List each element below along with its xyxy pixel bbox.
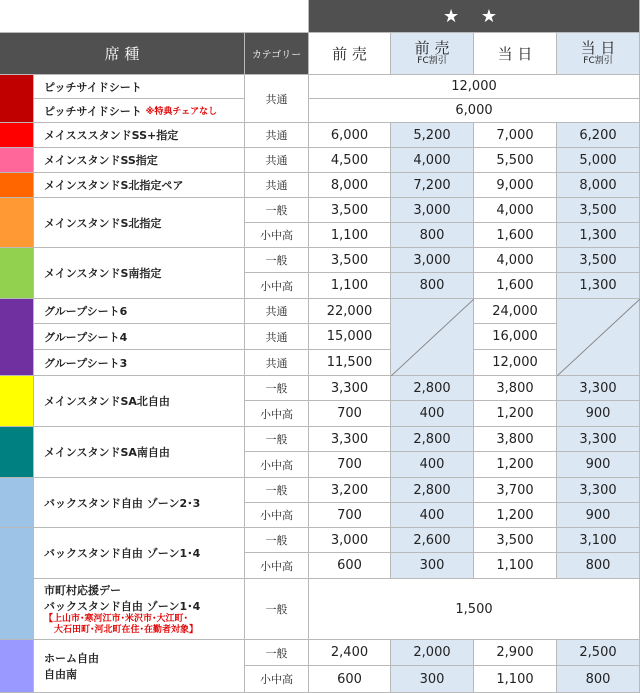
price-presale: 600 — [309, 553, 391, 579]
category-general: 一般 — [245, 376, 309, 401]
city-day-note-2: 大石田町･河北町在住･在勤者対象】 — [54, 625, 199, 635]
color-swatch-group — [0, 299, 34, 376]
price-day: 3,800 — [474, 376, 557, 401]
seat-name-group3: グループシート3 — [34, 350, 245, 376]
color-swatch-snorth — [0, 198, 34, 248]
color-swatch-pair — [0, 173, 34, 198]
price-day-fc: 3,500 — [557, 198, 640, 223]
price-day-fc: 3,300 — [557, 427, 640, 452]
color-swatch-sanorth — [0, 376, 34, 427]
seat-name-pitch: ピッチサイドシート — [34, 75, 245, 99]
price-presale-fc: 2,800 — [391, 376, 474, 401]
price-presale-fc: 7,200 — [391, 173, 474, 198]
price-presale: 700 — [309, 401, 391, 427]
price-presale-fc: 300 — [391, 666, 474, 693]
price-day: 3,500 — [474, 528, 557, 553]
category-youth: 小中高 — [245, 223, 309, 248]
price-day-fc: 800 — [557, 666, 640, 693]
price-day-fc: 1,300 — [557, 273, 640, 299]
color-swatch-back14 — [0, 528, 34, 640]
category-pitch: 共通 — [245, 75, 309, 123]
seat-name-city-day — [34, 579, 245, 640]
price-presale: 4,500 — [309, 148, 391, 173]
price-day: 24,000 — [474, 299, 557, 324]
diagonal-slash — [391, 299, 474, 376]
presale-header: 前 売 — [309, 33, 391, 75]
category-group3: 共通 — [245, 350, 309, 376]
price-day: 3,700 — [474, 478, 557, 503]
city-day-note-1: 【上山市･寒河江市･米沢市･大江町･ — [44, 614, 189, 625]
color-swatch-sasouth — [0, 427, 34, 478]
seat-name-back14: バックスタンド自由 ゾーン1･4 — [34, 528, 245, 579]
price-presale-fc: 2,600 — [391, 528, 474, 553]
seat-name-back23: バックスタンド自由 ゾーン2･3 — [34, 478, 245, 528]
price-presale: 700 — [309, 452, 391, 478]
price-day-fc: 6,200 — [557, 123, 640, 148]
price-presale: 3,200 — [309, 478, 391, 503]
day-fc-sub: FC割引 — [583, 55, 613, 66]
seat-name-ssplus: メイスススタンドSS+指定 — [34, 123, 245, 148]
diagonal-slash — [557, 299, 640, 376]
price-day-fc: 900 — [557, 503, 640, 528]
seat-name-group4: グループシート4 — [34, 324, 245, 350]
price-day: 9,000 — [474, 173, 557, 198]
price-presale-fc: 2,800 — [391, 427, 474, 452]
price-day: 4,000 — [474, 198, 557, 223]
price-day: 4,000 — [474, 248, 557, 273]
seat-name-group6: グループシート6 — [34, 299, 245, 324]
price-day-fc: 3,300 — [557, 478, 640, 503]
seat-name-sanorth: メインスタンドSA北自由 — [34, 376, 245, 427]
seat-name-pitch-nochair — [34, 99, 245, 123]
home-title: ホーム自由 — [44, 652, 99, 665]
day-fc-top: 当 日 — [580, 39, 616, 58]
price-day-fc: 900 — [557, 401, 640, 427]
category-pair: 共通 — [245, 173, 309, 198]
category-youth: 小中高 — [245, 503, 309, 528]
category-youth: 小中高 — [245, 401, 309, 427]
day-header: 当 日 — [474, 33, 557, 75]
price-presale-fc: 2,800 — [391, 478, 474, 503]
color-swatch-home — [0, 640, 34, 693]
seat-name-ss: メインスタンドSS指定 — [34, 148, 245, 173]
fc-not-available-day — [557, 299, 640, 376]
price-presale: 1,100 — [309, 273, 391, 299]
price-day: 1,100 — [474, 553, 557, 579]
color-swatch-back23 — [0, 478, 34, 528]
category-general: 一般 — [245, 198, 309, 223]
price-presale-fc: 800 — [391, 223, 474, 248]
color-swatch-pitch — [0, 75, 34, 123]
category-general: 一般 — [245, 478, 309, 503]
price-day-fc: 800 — [557, 553, 640, 579]
price-presale: 700 — [309, 503, 391, 528]
price-day: 1,200 — [474, 401, 557, 427]
seat-name-sasouth: メインスタンドSA南自由 — [34, 427, 245, 478]
price-presale-fc: 3,000 — [391, 198, 474, 223]
category-ss: 共通 — [245, 148, 309, 173]
price-presale-fc: 4,000 — [391, 148, 474, 173]
category-general: 一般 — [245, 640, 309, 666]
price-presale-fc: 400 — [391, 503, 474, 528]
category-youth: 小中高 — [245, 452, 309, 478]
price-day-fc: 3,500 — [557, 248, 640, 273]
presale-fc-header — [391, 33, 474, 75]
no-chair-note: ※特典チェアなし — [145, 107, 218, 117]
price-day: 1,600 — [474, 223, 557, 248]
price-pitch: 12,000 — [309, 75, 640, 99]
city-day-title: 市町村応援デー — [44, 584, 121, 598]
category-header: カテゴリー — [245, 33, 309, 75]
category-group6: 共通 — [245, 299, 309, 324]
price-day-fc: 3,100 — [557, 528, 640, 553]
price-city-day: 1,500 — [309, 579, 640, 640]
price-presale: 15,000 — [309, 324, 391, 350]
price-day: 16,000 — [474, 324, 557, 350]
price-day-fc: 900 — [557, 452, 640, 478]
price-presale-fc: 300 — [391, 553, 474, 579]
price-day: 5,500 — [474, 148, 557, 173]
price-presale-fc: 800 — [391, 273, 474, 299]
category-ssplus: 共通 — [245, 123, 309, 148]
header-blank — [0, 0, 309, 33]
price-presale: 8,000 — [309, 173, 391, 198]
price-day-fc: 8,000 — [557, 173, 640, 198]
seat-name-pitch-nochair-label: ピッチサイドシート — [44, 104, 142, 118]
price-presale: 3,500 — [309, 198, 391, 223]
category-youth: 小中高 — [245, 666, 309, 693]
price-presale: 3,300 — [309, 427, 391, 452]
price-presale: 11,500 — [309, 350, 391, 376]
price-presale-fc: 5,200 — [391, 123, 474, 148]
seat-name-ssouth: メインスタンドS南指定 — [34, 248, 245, 299]
price-day: 1,600 — [474, 273, 557, 299]
price-presale: 2,400 — [309, 640, 391, 666]
seat-name-snorth: メインスタンドS北指定 — [34, 198, 245, 248]
price-day: 3,800 — [474, 427, 557, 452]
price-presale-fc: 400 — [391, 401, 474, 427]
seat-name-home — [34, 640, 245, 693]
seat-type-header: 席 種 — [0, 33, 245, 75]
star-rating: ★ ★ — [309, 0, 640, 33]
price-presale: 3,300 — [309, 376, 391, 401]
day-fc-header — [557, 33, 640, 75]
price-day: 1,100 — [474, 666, 557, 693]
price-day-fc: 1,300 — [557, 223, 640, 248]
category-general: 一般 — [245, 248, 309, 273]
price-presale-fc: 400 — [391, 452, 474, 478]
category-general: 一般 — [245, 528, 309, 553]
seat-name-pair: メインスタンドS北指定ペア — [34, 173, 245, 198]
price-presale: 22,000 — [309, 299, 391, 324]
price-presale-fc: 2,000 — [391, 640, 474, 666]
price-day: 1,200 — [474, 503, 557, 528]
category-youth: 小中高 — [245, 273, 309, 299]
color-swatch-ss — [0, 148, 34, 173]
price-day-fc: 2,500 — [557, 640, 640, 666]
city-day-subtitle: バックスタンド自由 ゾーン1･4 — [44, 600, 201, 614]
price-day: 1,200 — [474, 452, 557, 478]
category-youth: 小中高 — [245, 553, 309, 579]
price-presale-fc: 3,000 — [391, 248, 474, 273]
home-subtitle: 自由南 — [44, 668, 77, 681]
category-city-day: 一般 — [245, 579, 309, 640]
price-day: 7,000 — [474, 123, 557, 148]
presale-fc-top: 前 売 — [414, 39, 450, 58]
fc-not-available-presale — [391, 299, 474, 376]
price-day: 2,900 — [474, 640, 557, 666]
price-presale: 6,000 — [309, 123, 391, 148]
color-swatch-ssplus — [0, 123, 34, 148]
color-swatch-ssouth — [0, 248, 34, 299]
price-day: 12,000 — [474, 350, 557, 376]
price-pitch-nochair: 6,000 — [309, 99, 640, 123]
price-presale: 1,100 — [309, 223, 391, 248]
category-general: 一般 — [245, 427, 309, 452]
price-presale: 3,500 — [309, 248, 391, 273]
price-day-fc: 5,000 — [557, 148, 640, 173]
category-group4: 共通 — [245, 324, 309, 350]
price-presale: 600 — [309, 666, 391, 693]
price-day-fc: 3,300 — [557, 376, 640, 401]
presale-fc-sub: FC割引 — [417, 55, 447, 66]
price-presale: 3,000 — [309, 528, 391, 553]
